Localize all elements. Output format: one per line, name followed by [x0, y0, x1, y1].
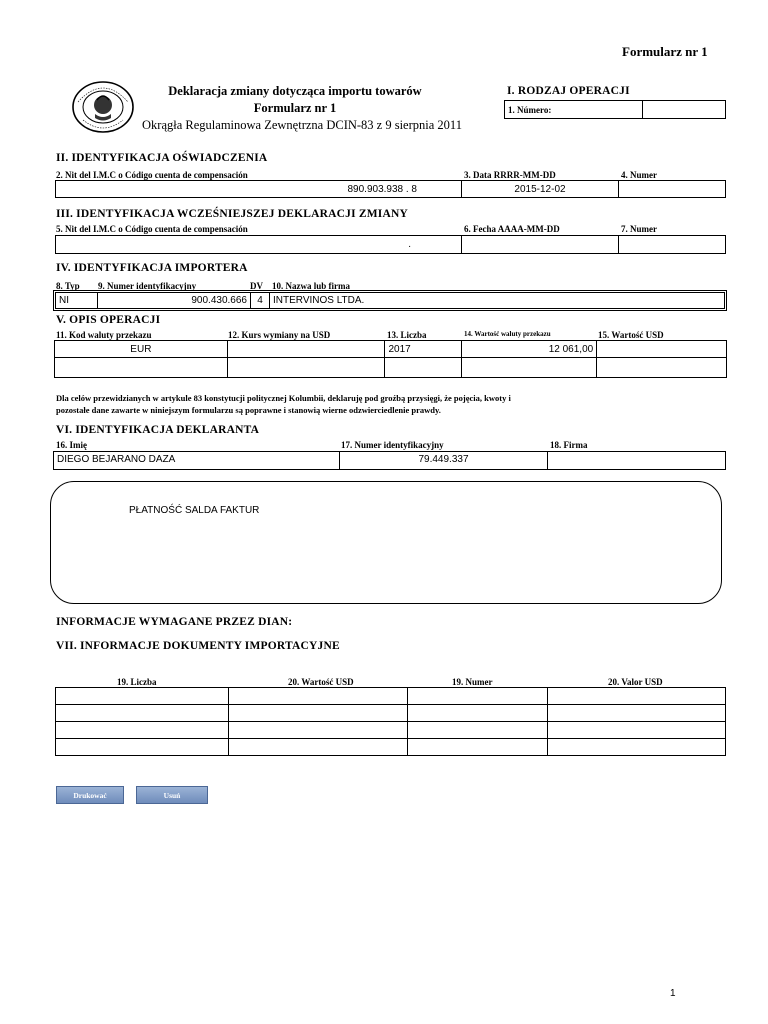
- currency-code-label: 11. Kod waluty przekazu: [56, 330, 152, 340]
- quantity-cell[interactable]: [385, 358, 462, 378]
- currency-value-cell[interactable]: [462, 358, 597, 378]
- operation-description-table: [54, 340, 727, 378]
- declarant-name-field[interactable]: DIEGO BEJARANO DAZA: [53, 451, 340, 470]
- operation-number-box: [504, 100, 726, 119]
- declaration-text-line2: pozostałe dane zawarte w niniejszym formularzu są poprawne i stanowią wierne odzwierciedlenie prawdy.: [56, 405, 441, 415]
- number-field[interactable]: [618, 180, 726, 198]
- imc-nit-label: 2. Nit del I.M.C o Código cuenta de compensación: [56, 170, 248, 180]
- doc-number-cell[interactable]: [408, 705, 548, 722]
- doc-number-cell[interactable]: [408, 722, 548, 739]
- section-operation-description-title: V. OPIS OPERACJI: [56, 314, 161, 326]
- doc-quantity-cell[interactable]: [56, 688, 229, 705]
- dian-info-title: INFORMACJE WYMAGANE PRZEZ DIAN:: [56, 616, 293, 628]
- form-number-tag: Formularz nr 1: [622, 44, 708, 59]
- print-button[interactable]: Drukować: [56, 786, 124, 804]
- declarant-signature-field[interactable]: [547, 451, 726, 470]
- number-label: 4. Numer: [621, 170, 657, 180]
- doc-valor-usd-header: 20. Valor USD: [608, 677, 663, 687]
- section-declarant-title: VI. IDENTYFIKACJA DEKLARANTA: [56, 424, 260, 436]
- remarks-box[interactable]: [50, 481, 722, 604]
- doc-usd-value-header: 20. Wartość USD: [288, 677, 354, 687]
- doc-usd-value-cell[interactable]: [228, 705, 408, 722]
- doc-quantity-cell[interactable]: [56, 722, 229, 739]
- doc-quantity-cell[interactable]: [56, 705, 229, 722]
- doc-quantity-header: 19. Liczba: [117, 677, 157, 687]
- section-declaration-id-title: II. IDENTYFIKACJA OŚWIADCZENIA: [56, 152, 268, 164]
- prev-imc-nit-label: 5. Nit del I.M.C o Código cuenta de compensación: [56, 224, 248, 234]
- importer-name-field[interactable]: INTERVINOS LTDA.: [269, 292, 725, 309]
- doc-valor-usd-cell[interactable]: [548, 705, 726, 722]
- declarant-signature-label: 18. Firma: [550, 440, 588, 450]
- declaration-text-line1: Dla celów przewidzianych w artykule 83 konstytucji politycznej Kolumbii, deklaruję pod groźbą przysięgi, że pojęcia, kwoty i: [56, 393, 511, 403]
- importer-id-label: 9. Numer identyfikacyjny: [98, 281, 197, 291]
- exchange-rate-cell[interactable]: [227, 341, 385, 358]
- prev-date-label: 6. Fecha AAAA-MM-DD: [464, 224, 560, 234]
- doc-number-cell[interactable]: [408, 739, 548, 756]
- section-importer-title: IV. IDENTYFIKACJA IMPORTERA: [56, 262, 248, 274]
- doc-valor-usd-cell[interactable]: [548, 739, 726, 756]
- usd-value-cell[interactable]: [597, 358, 727, 378]
- doc-valor-usd-cell[interactable]: [548, 722, 726, 739]
- section-operation-type-title: I. RODZAJ OPERACJI: [507, 85, 630, 97]
- prev-number-field[interactable]: [618, 235, 726, 254]
- importer-type-field[interactable]: NI: [55, 292, 98, 309]
- importer-type-label: 8. Typ: [56, 281, 80, 291]
- operation-number-label: 1. Número:: [508, 105, 552, 115]
- currency-code-cell[interactable]: EUR: [55, 341, 228, 358]
- doc-number-cell[interactable]: [408, 688, 548, 705]
- declarant-id-label: 17. Numer identyfikacyjny: [341, 440, 444, 450]
- page-number: 1: [670, 988, 676, 999]
- table-row: [55, 358, 727, 378]
- table-row: [56, 739, 726, 756]
- prev-date-field[interactable]: [461, 235, 619, 254]
- doc-usd-value-cell[interactable]: [228, 722, 408, 739]
- usd-value-cell[interactable]: [597, 341, 727, 358]
- table-row: [56, 688, 726, 705]
- doc-valor-usd-cell[interactable]: [548, 688, 726, 705]
- table-row: [56, 722, 726, 739]
- declarant-name-label: 16. Imię: [56, 440, 87, 450]
- doc-usd-value-cell[interactable]: [228, 739, 408, 756]
- exchange-rate-label: 12. Kurs wymiany na USD: [228, 330, 331, 340]
- importer-dv-label: DV: [250, 281, 263, 291]
- doc-quantity-cell[interactable]: [56, 739, 229, 756]
- declarant-id-field[interactable]: 79.449.337: [339, 451, 548, 470]
- exchange-rate-cell[interactable]: [227, 358, 385, 378]
- usd-value-label: 15. Wartość USD: [598, 330, 664, 340]
- currency-code-cell[interactable]: [55, 358, 228, 378]
- date-field[interactable]: 2015-12-02: [461, 180, 619, 198]
- quantity-label: 13. Liczba: [387, 330, 427, 340]
- currency-value-label: 14. Wartość waluty przekazu: [464, 330, 551, 338]
- bank-seal-logo: [71, 80, 135, 134]
- importer-name-label: 10. Nazwa lub firma: [272, 281, 350, 291]
- prev-imc-nit-field[interactable]: .: [55, 235, 462, 254]
- document-subtitle: Formularz nr 1: [253, 101, 337, 115]
- imc-nit-field[interactable]: 890.903.938 . 8: [55, 180, 462, 198]
- divider: [642, 100, 643, 119]
- document-title: Deklaracja zmiany dotycząca importu towarów: [168, 84, 422, 98]
- table-row: [56, 705, 726, 722]
- doc-number-header: 19. Numer: [452, 677, 493, 687]
- delete-button[interactable]: Usuń: [136, 786, 208, 804]
- quantity-cell[interactable]: 2017: [385, 341, 462, 358]
- table-row: [55, 341, 727, 358]
- date-label: 3. Data RRRR-MM-DD: [464, 170, 556, 180]
- doc-usd-value-cell[interactable]: [228, 688, 408, 705]
- currency-value-cell[interactable]: 12 061,00: [462, 341, 597, 358]
- section-previous-declaration-title: III. IDENTYFIKACJA WCZEŚNIEJSZEJ DEKLARACJI ZMIANY: [56, 208, 408, 220]
- document-regulation: Okrągła Regulaminowa Zewnętrzna DCIN-83 z 9 sierpnia 2011: [142, 118, 462, 132]
- section-import-documents-title: VII. INFORMACJE DOKUMENTY IMPORTACYJNE: [56, 640, 340, 652]
- import-documents-table: [55, 687, 726, 756]
- importer-dv-field[interactable]: 4: [250, 292, 270, 309]
- importer-id-field[interactable]: 900.430.666: [97, 292, 251, 309]
- prev-number-label: 7. Numer: [621, 224, 657, 234]
- remarks-text: PŁATNOŚĆ SALDA FAKTUR: [129, 505, 260, 516]
